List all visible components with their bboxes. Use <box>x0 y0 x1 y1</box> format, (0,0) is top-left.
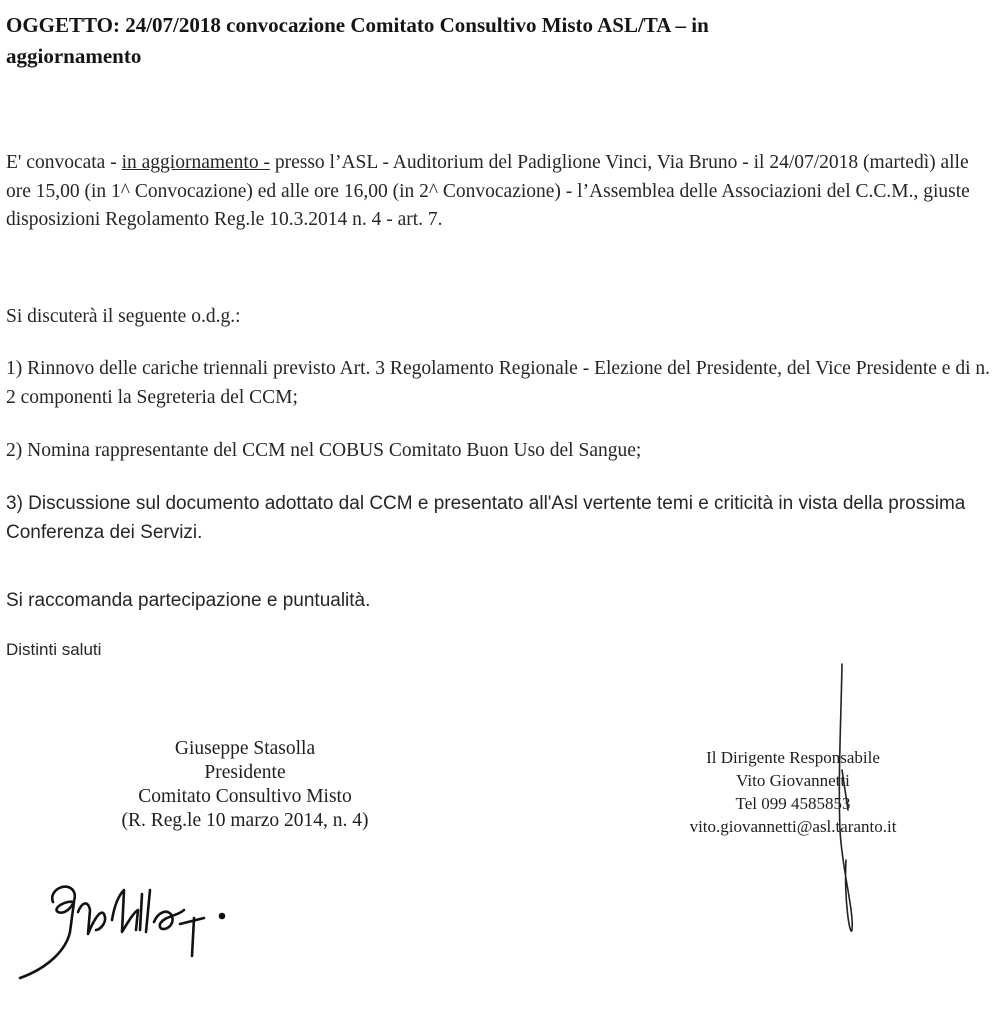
left-signatory-reference: (R. Reg.le 10 marzo 2014, n. 4) <box>121 810 369 831</box>
agenda-item-2: 2) Nomina rappresentante del CCM nel COBUS Comitato Buon Uso del Sangue; <box>6 440 642 461</box>
left-signatory-block <box>95 737 395 833</box>
intro-text-start: E' convocata - <box>6 152 122 173</box>
right-signatory-phone: Tel 099 4585853 <box>735 794 851 813</box>
handwritten-signature-left <box>8 872 238 982</box>
intro-paragraph <box>6 149 994 235</box>
handwritten-signature-right <box>836 660 876 940</box>
right-signatory-title: Il Dirigente Responsabile <box>706 748 880 767</box>
right-signatory-name: Vito Giovannetti <box>736 771 850 790</box>
subject-line-1: OGGETTO: 24/07/2018 convocazione Comitato Consultivo Misto ASL/TA – in <box>6 13 709 37</box>
agenda-item-1: 1) Rinnovo delle cariche triennali previsto Art. 3 Regolamento Regionale - Elezione del Presidente, del Vice Presidente e di n. 2 componenti la Segreteria del CCM; <box>6 358 991 408</box>
closing-greeting: Distinti saluti <box>6 640 102 659</box>
recommendation-text: Si raccomanda partecipazione e puntualità. <box>6 590 371 611</box>
document-subject <box>6 10 966 72</box>
subject-line-2: aggiornamento <box>6 44 142 68</box>
intro-underlined-text: in aggiornamento - <box>121 152 270 173</box>
agenda-item-3: 3) Discussione sul documento adottato dal CCM e presentato all'Asl vertente temi e criticità in vista della prossima Conferenza dei Servizi. <box>6 493 966 543</box>
left-signatory-org: Comitato Consultivo Misto <box>138 786 352 807</box>
left-signatory-role: Presidente <box>204 762 286 783</box>
right-signatory-block <box>648 746 938 838</box>
agenda-intro: Si discuterà il seguente o.d.g.: <box>6 306 241 327</box>
left-signatory-name: Giuseppe Stasolla <box>174 738 316 759</box>
intro-text-rest: presso l’ASL - Auditorium del Padiglione Vinci, Via Bruno - il 24/07/2018 (martedì) alle ore 15,00 (in 1^ Convocazione) ed alle ore 16,00 (in 2^ Convocazione) - l’Assemblea delle Associazioni del C.C.M., giuste disposizioni Regolamento Reg.le 10.3.2014 n. 4 - art. 7. <box>6 152 970 230</box>
right-signatory-email: vito.giovannetti@asl.taranto.it <box>689 817 897 836</box>
